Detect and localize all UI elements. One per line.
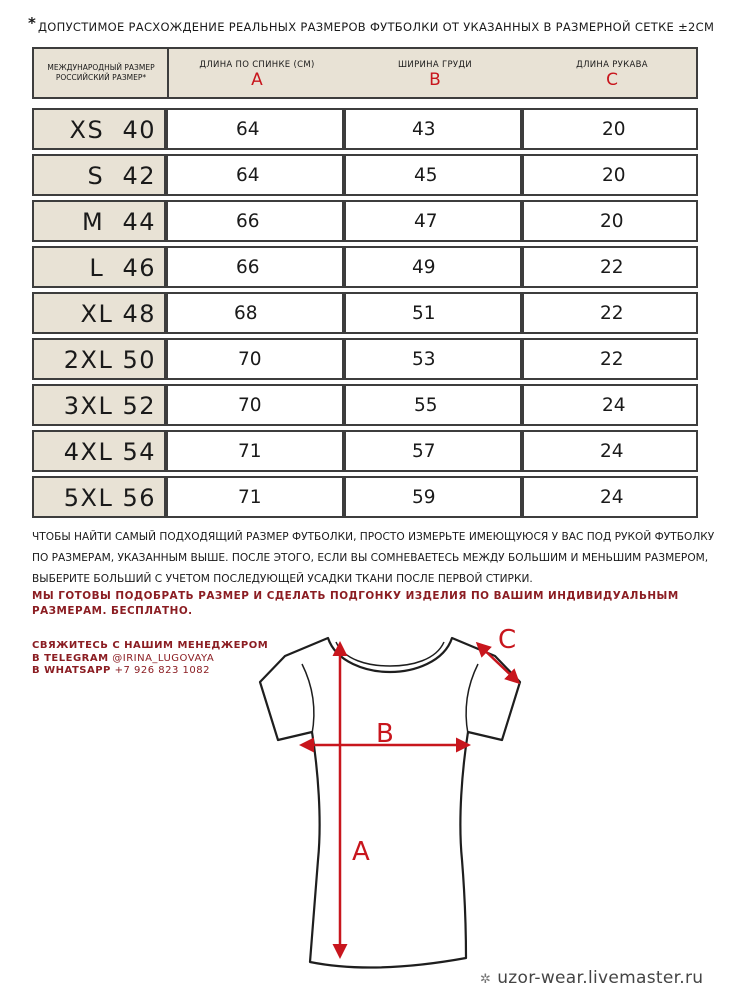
size-label: 2XL 50 xyxy=(32,338,166,380)
size-label: L 46 xyxy=(32,246,166,288)
value-c: 22 xyxy=(600,303,624,324)
cell-a xyxy=(166,246,344,288)
table-row xyxy=(32,106,698,152)
cell-b xyxy=(344,430,522,472)
value-a: 70 xyxy=(238,349,262,370)
header-col-c-letter: C xyxy=(606,70,618,90)
telegram-handle[interactable]: @IRINA_LUGOVAYA xyxy=(112,652,215,664)
header-size-label: МЕЖДУНАРОДНЫЙ РАЗМЕР РОССИЙСКИЙ РАЗМЕР* xyxy=(47,63,155,82)
value-a: 71 xyxy=(238,441,262,462)
cell-b xyxy=(344,200,522,242)
size-label: 3XL 52 xyxy=(32,384,166,426)
table-row xyxy=(32,336,698,382)
cell-a xyxy=(166,200,344,242)
site-url[interactable]: uzor-wear.livemaster.ru xyxy=(497,968,704,988)
header-col-b xyxy=(346,60,524,90)
value-a: 64 xyxy=(236,119,260,140)
size-label: XS 40 xyxy=(32,108,166,150)
value-b: 43 xyxy=(412,119,436,140)
cell-a xyxy=(166,292,344,334)
value-b: 47 xyxy=(414,211,438,232)
header-col-a-letter: A xyxy=(251,70,263,90)
cell-b xyxy=(344,108,522,150)
header-col-a xyxy=(168,60,346,90)
cell-b xyxy=(344,154,522,196)
value-a: 71 xyxy=(238,487,262,508)
table-row xyxy=(32,198,698,244)
header-col-b-letter: B xyxy=(429,70,441,90)
cell-c xyxy=(522,476,698,518)
cell-b xyxy=(344,292,522,334)
value-b: 51 xyxy=(412,303,436,324)
value-a: 64 xyxy=(236,165,260,186)
left-sleeve-seam xyxy=(302,664,314,734)
right-sleeve-seam xyxy=(466,664,478,734)
cell-c xyxy=(522,246,698,288)
header-col-b-title: ШИРИНА ГРУДИ xyxy=(398,60,472,70)
cell-c xyxy=(522,200,698,242)
value-a: 70 xyxy=(238,395,262,416)
size-table xyxy=(32,106,698,520)
value-a: 68 xyxy=(234,303,258,324)
table-row xyxy=(32,382,698,428)
cell-b xyxy=(344,476,522,518)
cell-c xyxy=(522,292,698,334)
table-row xyxy=(32,152,698,198)
size-label: 4XL 54 xyxy=(32,430,166,472)
asterisk: * xyxy=(28,14,37,32)
value-b: 53 xyxy=(412,349,436,370)
table-row xyxy=(32,428,698,474)
value-b: 59 xyxy=(412,487,436,508)
tolerance-note xyxy=(28,14,715,34)
cell-a xyxy=(166,476,344,518)
value-a: 66 xyxy=(236,257,260,278)
tolerance-text: ДОПУСТИМОЕ РАСХОЖДЕНИЕ РЕАЛЬНЫХ РАЗМЕРОВ ФУТБОЛКИ ОТ УКАЗАННЫХ В РАЗМЕРНОЙ СЕТКЕ ±2СМ xyxy=(38,20,715,34)
cell-a xyxy=(166,384,344,426)
value-c: 20 xyxy=(602,165,626,186)
cell-a xyxy=(166,108,344,150)
value-c: 22 xyxy=(600,257,624,278)
value-c: 20 xyxy=(600,211,624,232)
contact-title: СВЯЖИТЕСЬ С НАШИМ МЕНЕДЖЕРОМ xyxy=(32,640,269,651)
telegram-label: В TELEGRAM xyxy=(32,652,109,664)
header-col-c-title: ДЛИНА РУКАВА xyxy=(576,60,648,70)
size-label: M 44 xyxy=(32,200,166,242)
size-label: 5XL 56 xyxy=(32,476,166,518)
table-header xyxy=(32,47,698,99)
cell-c xyxy=(522,154,698,196)
value-c: 24 xyxy=(600,487,624,508)
cell-b xyxy=(344,384,522,426)
size-label: XL 48 xyxy=(32,292,166,334)
value-c: 22 xyxy=(600,349,624,370)
label-b: B xyxy=(376,719,394,749)
cell-c xyxy=(522,338,698,380)
cell-c xyxy=(522,384,698,426)
measuring-instructions: ЧТОБЫ НАЙТИ САМЫЙ ПОДХОДЯЩИЙ РАЗМЕР ФУТБОЛКИ, ПРОСТО ИЗМЕРЬТЕ ИМЕЮЩУЮСЯ У ВАС ПОД РУКОЙ ФУТБОЛКУ ПО РАЗМЕРАМ, УКАЗАННЫМ ВЫШЕ. ПОСЛЕ ЭТОГО, ЕСЛИ ВЫ СОМНЕВАЕТЕСЬ МЕЖДУ БОЛЬШИМ И МЕНЬШИМ РАЗМЕРОМ, ВЫБЕРИТЕ БОЛЬШИЙ С УЧЕТОМ ПОСЛЕДУЮЩЕЙ УСАДКИ ТКАНИ ПОСЛЕ ПЕРВОЙ СТИРКИ. xyxy=(32,531,715,585)
cell-b xyxy=(344,246,522,288)
size-label: S 42 xyxy=(32,154,166,196)
whatsapp-label: В WHATSAPP xyxy=(32,665,111,676)
header-col-c xyxy=(524,60,700,90)
value-b: 49 xyxy=(412,257,436,278)
table-row xyxy=(32,244,698,290)
value-c: 24 xyxy=(602,395,626,416)
value-a: 66 xyxy=(236,211,260,232)
value-c: 24 xyxy=(600,441,624,462)
value-b: 55 xyxy=(414,395,438,416)
site-footer xyxy=(480,968,703,988)
value-b: 45 xyxy=(414,165,438,186)
tshirt-diagram xyxy=(240,620,540,980)
label-a: A xyxy=(352,837,370,867)
custom-fitting-offer: МЫ ГОТОВЫ ПОДОБРАТЬ РАЗМЕР И СДЕЛАТЬ ПОДГОНКУ ИЗДЕЛИЯ ПО ВАШИМ ИНДИВИДУАЛЬНЫМ РАЗМЕРАМ. БЕСПЛАТНО. xyxy=(32,590,679,617)
header-col-a-title: ДЛИНА ПО СПИНКЕ (СМ) xyxy=(199,60,315,70)
cell-a xyxy=(166,154,344,196)
tshirt-outline xyxy=(260,638,520,968)
table-row xyxy=(32,290,698,336)
cell-c xyxy=(522,430,698,472)
value-b: 57 xyxy=(412,441,436,462)
cell-a xyxy=(166,430,344,472)
value-c: 20 xyxy=(602,119,626,140)
whatsapp-number[interactable]: +7 926 823 1082 xyxy=(114,665,210,676)
table-row xyxy=(32,474,698,520)
cell-c xyxy=(522,108,698,150)
snowflake-icon: ✲ xyxy=(480,972,492,987)
cell-a xyxy=(166,338,344,380)
label-c: C xyxy=(498,625,517,655)
cell-b xyxy=(344,338,522,380)
